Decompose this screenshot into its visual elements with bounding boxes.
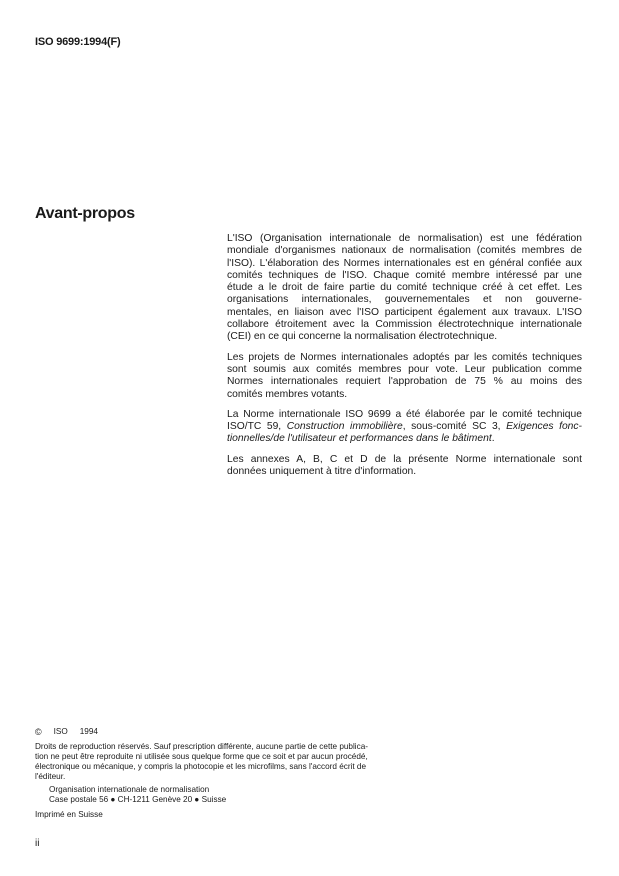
- subcommittee-title-part1: Exigences fonc-: [506, 421, 582, 433]
- committee-title: Construction immobilière: [286, 421, 403, 433]
- text-line: l'ISO). L'élaboration des Normes internationales est en général confiée aux: [227, 257, 582, 269]
- paragraph-4: [227, 454, 582, 479]
- rights-line: l'éditeur.: [35, 772, 66, 781]
- subcommittee-ref: , sous-comité SC 3,: [402, 421, 507, 433]
- text-line: organisations internationales, gouvernementales et non gouverne-: [227, 294, 582, 306]
- rights-line: électronique ou mécanique, y compris la photocopie et les microfilms, sans l'accord écrit de: [35, 762, 367, 771]
- copyright-symbol: ©: [35, 727, 42, 737]
- organisation-postal: Case postale 56 ● CH-1211 Genève 20 ● Suisse: [49, 795, 227, 804]
- paragraph-2: [227, 352, 582, 401]
- foreword-body: [227, 233, 582, 486]
- rights-line: tion ne peut être reproduite ni utilisée sous quelque forme que ce soit et par aucun procédé,: [35, 752, 368, 761]
- text-line: données uniquement à titre d'information.: [227, 466, 417, 478]
- text-line: mentales, en liaison avec l'ISO participent également aux travaux. L'ISO: [227, 306, 582, 318]
- text-line: Normes internationales requiert l'approbation de 75 % au moins des: [227, 376, 582, 388]
- organisation-address: [49, 785, 385, 805]
- section-title: Avant-propos: [35, 205, 135, 222]
- sentence-end: .: [491, 433, 495, 445]
- committee-ref: ISO/TC 59,: [227, 421, 287, 433]
- text-line: [227, 421, 582, 433]
- page-number: ii: [35, 838, 40, 849]
- copyright-block: [35, 727, 385, 820]
- text-line: étude a le droit de faire partie du comité technique créé à cet effet. Les: [227, 282, 582, 294]
- text-line: [227, 433, 582, 445]
- copyright-org: ISO: [53, 727, 68, 736]
- rights-line: Droits de reproduction réservés. Sauf prescription différente, aucune partie de cette publica-: [35, 742, 368, 751]
- text-line: Les annexes A, B, C et D de la présente Norme internationale sont: [227, 453, 582, 465]
- text-line: mondiale d'organismes nationaux de normalisation (comités membres de: [227, 245, 582, 257]
- text-line: sont soumis aux comités membres pour vote. Leur publication comme: [227, 363, 582, 375]
- subcommittee-title-part2: tionnelles/de l'utilisateur et performances dans le bâtiment: [227, 433, 492, 445]
- text-line: La Norme internationale ISO 9699 a été élaborée par le comité technique: [227, 408, 582, 420]
- text-line: L'ISO (Organisation internationale de normalisation) est une fédération: [227, 233, 582, 244]
- text-line: collabore étroitement avec la Commission électrotechnique internationale: [227, 319, 582, 331]
- organisation-name: Organisation internationale de normalisation: [49, 785, 210, 794]
- paragraph-1: [227, 233, 582, 344]
- text-line: comités membres votants.: [227, 388, 348, 400]
- printed-in: Imprimé en Suisse: [35, 810, 103, 819]
- text-line: Les projets de Normes internationales adoptés par les comités techniques: [227, 351, 582, 363]
- paragraph-3: [227, 409, 582, 446]
- rights-notice: [35, 742, 385, 782]
- copyright-line: [35, 727, 385, 737]
- text-line: comités techniques de l'ISO. Chaque comité membre intéressé par une: [227, 269, 582, 281]
- document-reference: ISO 9699:1994(F): [35, 36, 121, 48]
- text-line: (CEI) en ce qui concerne la normalisation électrotechnique.: [227, 331, 498, 343]
- copyright-year: 1994: [79, 727, 98, 736]
